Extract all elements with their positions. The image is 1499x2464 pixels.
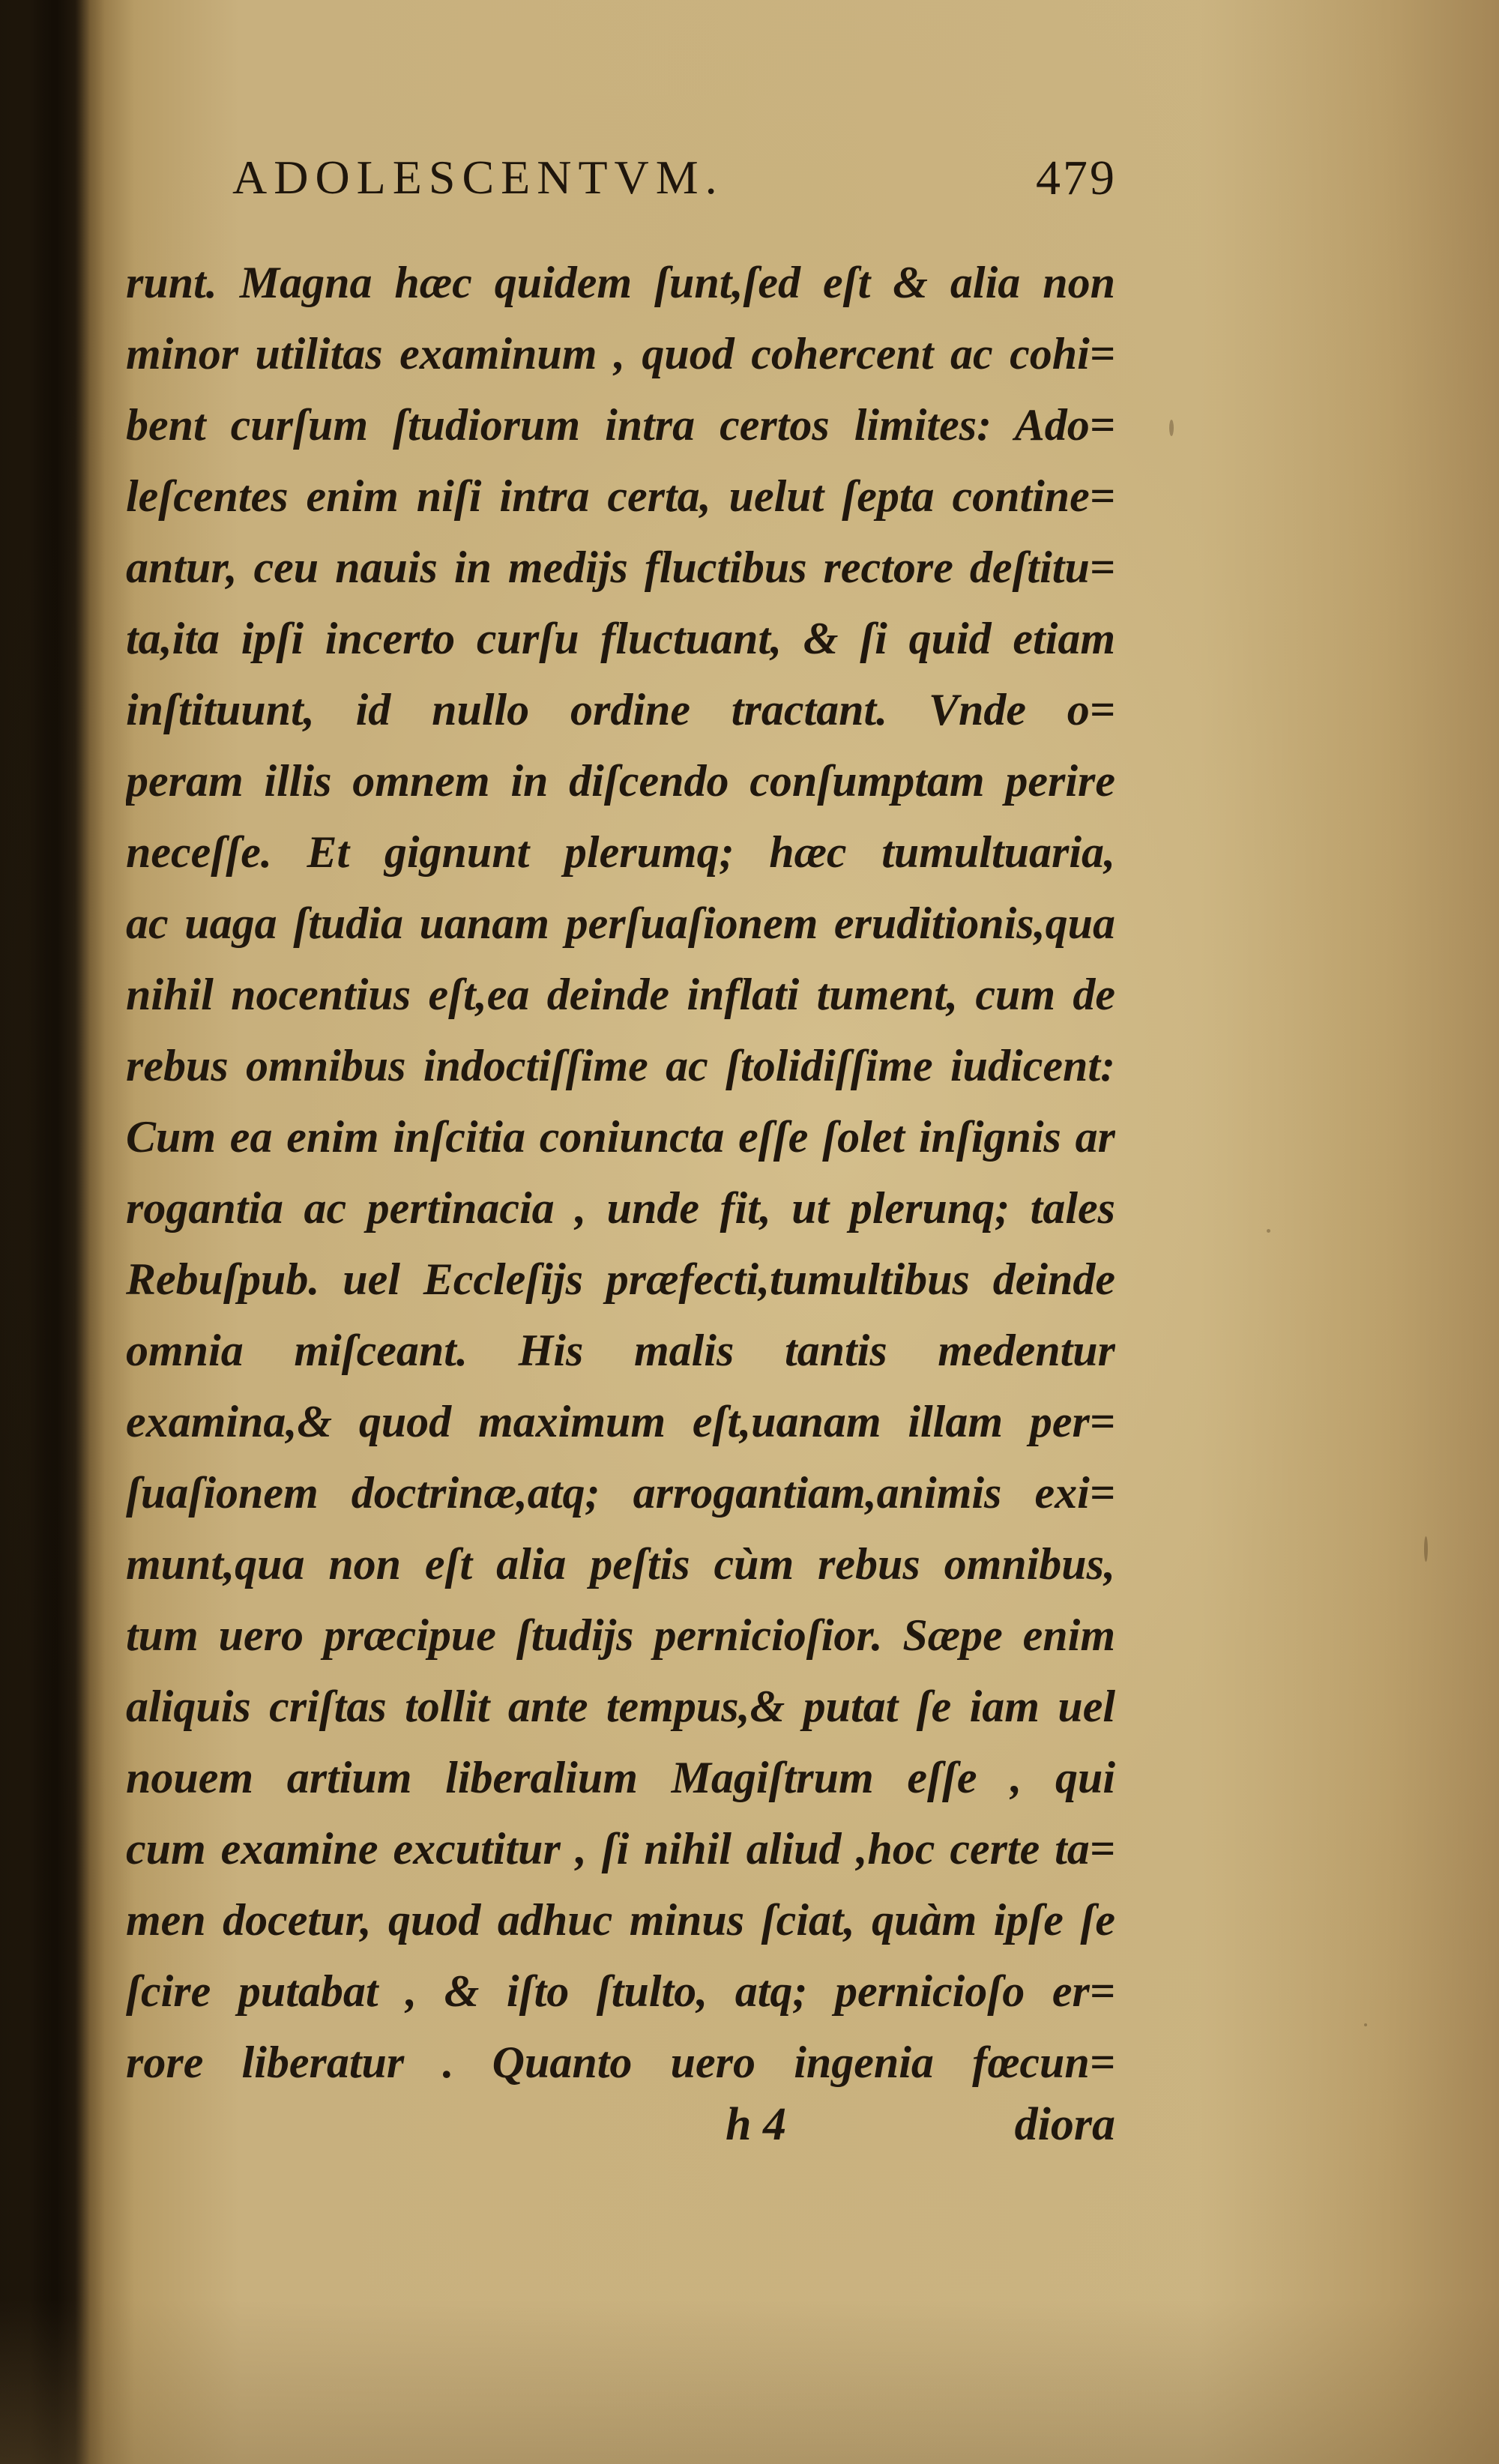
text-line: rore liberatur . Quanto uero ingenia fœcun= — [126, 2038, 1115, 2087]
text-line: rogantia ac pertinacia , unde fit, ut plerunq; tales — [126, 1183, 1115, 1233]
text-line: rebus omnibus indoctiſſime ac ſtolidiſſime iudicent: — [126, 1041, 1115, 1090]
page-edge-shading — [0, 2299, 1499, 2464]
paper-blemish — [1267, 1229, 1270, 1233]
running-head-title: ADOLESCENTVM. — [232, 151, 724, 204]
text-line: ac uaga ſtudia uanam perſuaſionem eruditionis,qua — [126, 899, 1115, 948]
text-line: antur, ceu nauis in medijs fluctibus rectore deſtitu= — [126, 543, 1115, 592]
text-line: nihil nocentius eſt,ea deinde inflati tument, cum de — [126, 970, 1115, 1019]
text-line: minor utilitas examinum , quod cohercent ac cohi= — [126, 329, 1115, 378]
text-line: neceſſe. Et gignunt plerumq; hæc tumultuaria, — [126, 827, 1115, 877]
paper-blemish — [1424, 1536, 1428, 1562]
page-number: 479 — [1036, 151, 1117, 205]
text-line: bent curſum ſtudiorum intra certos limites: Ado= — [126, 400, 1115, 450]
paper-blemish — [1169, 420, 1174, 436]
running-head — [232, 150, 1117, 217]
text-line: Cum ea enim inſcitia coniuncta eſſe ſolet inſignis ar — [126, 1112, 1115, 1162]
page-footer — [126, 2098, 1115, 2173]
text-line: leſcentes enim niſi intra certa, uelut ſepta contine= — [126, 471, 1115, 521]
text-line: tum uero præcipue ſtudijs pernicioſior. Sæpe enim — [126, 1610, 1115, 1660]
text-line: ta,ita ipſi incerto curſu fluctuant, & ſi quid etiam — [126, 614, 1115, 663]
text-line: ſcire putabat , & iſto ſtulto, atq; pernicioſo er= — [126, 1966, 1115, 2016]
body-text — [126, 247, 1115, 2098]
text-line: peram illis omnem in diſcendo conſumptam perire — [126, 756, 1115, 806]
text-line: munt,qua non eſt alia peſtis cùm rebus omnibus, — [126, 1539, 1115, 1589]
text-line: omnia miſceant. His malis tantis medentur — [126, 1326, 1115, 1375]
text-line: inſtituunt, id nullo ordine tractant. Vnde o= — [126, 685, 1115, 734]
binding-gutter — [0, 0, 105, 2464]
text-line: men docetur, quod adhuc minus ſciat, quàm ipſe ſe — [126, 1895, 1115, 1945]
signature-mark: h 4 — [726, 2099, 786, 2150]
text-line: runt. Magna hæc quidem ſunt,ſed eſt & alia non — [126, 258, 1115, 307]
paper-blemish — [1364, 2023, 1367, 2026]
text-line: aliquis criſtas tollit ante tempus,& putat ſe iam uel — [126, 1682, 1115, 1731]
text-line: nouem artium liberalium Magiſtrum eſſe , qui — [126, 1753, 1115, 1802]
text-line: ſuaſionem doctrinæ,atq; arrogantiam,animis exi= — [126, 1468, 1115, 1518]
text-line: Rebuſpub. uel Eccleſijs præfecti,tumultibus deinde — [126, 1254, 1115, 1304]
catchword: diora — [1014, 2099, 1115, 2150]
text-line: examina,& quod maximum eſt,uanam illam per= — [126, 1397, 1115, 1446]
text-line: cum examine excutitur , ſi nihil aliud ,hoc certe ta= — [126, 1824, 1115, 1873]
